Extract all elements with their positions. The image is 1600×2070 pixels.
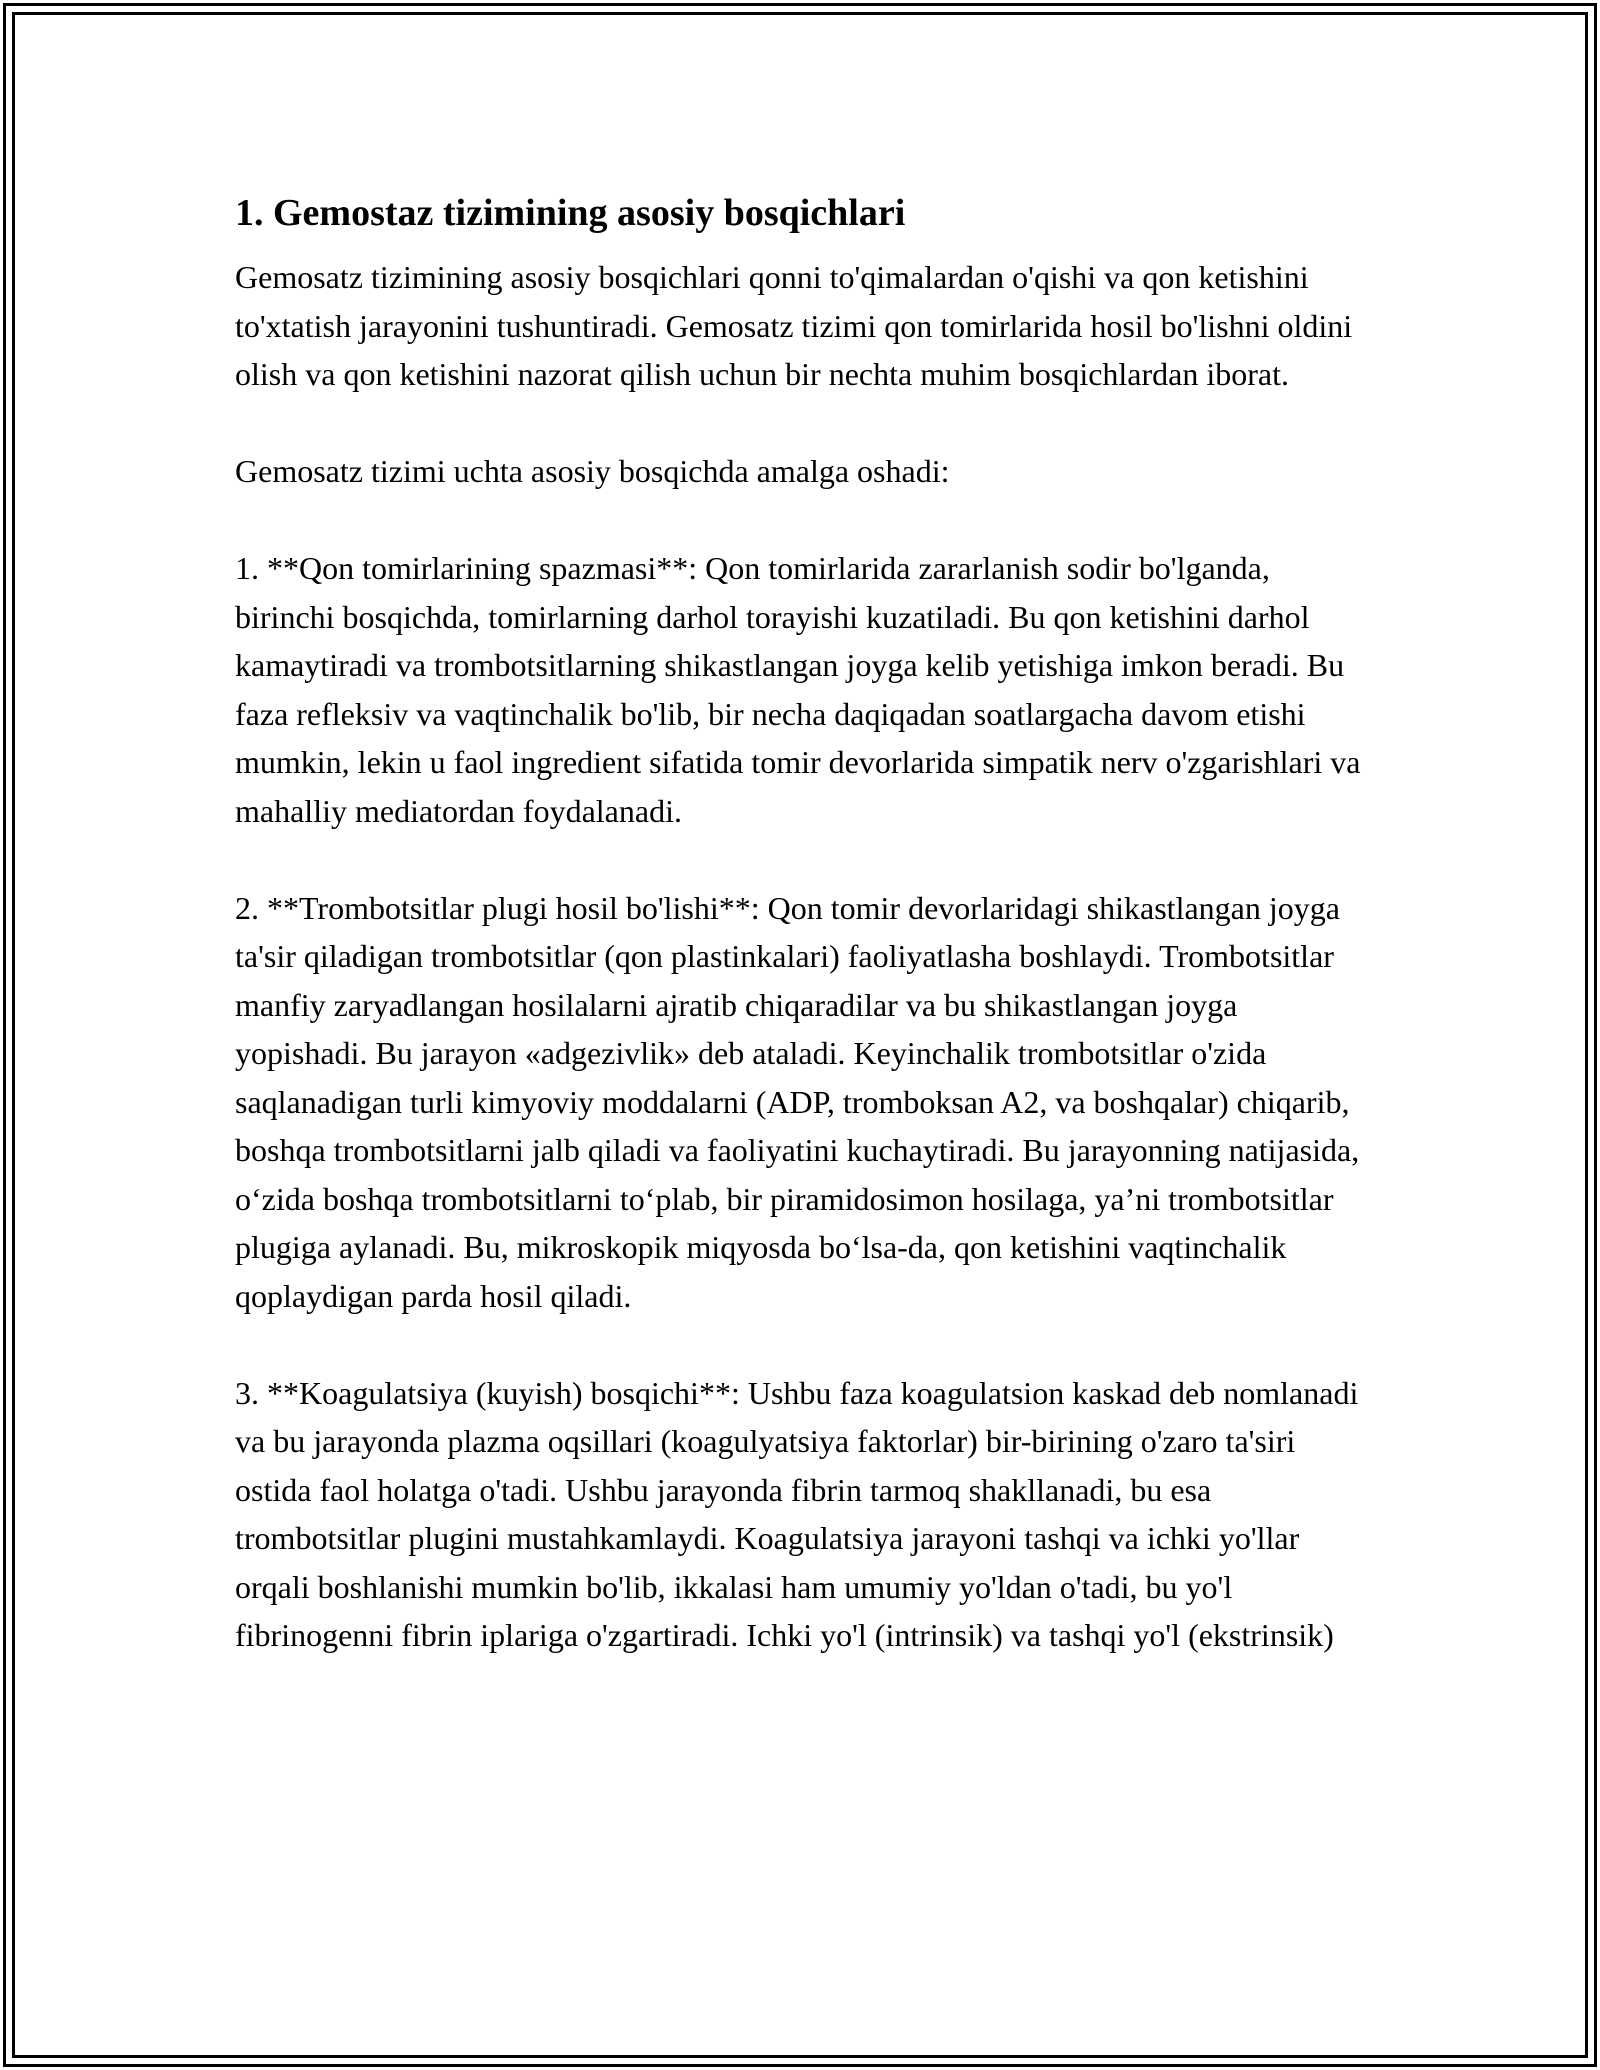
stage-2-paragraph: 2. **Trombotsitlar plugi hosil bo'lishi**: Qon tomir devorlaridagi shikastlangan joyga ta'sir qiladigan trombotsitlar (qon plastinkalari) faoliyatlasha boshlaydi. Trombotsitlar manfiy zaryadlangan hosilalarni ajratib chiqaradilar va bu shikastlangan joyga yopishadi. Bu jarayon «adgezivlik» deb ataladi. Keyinchalik trombotsitlar o'zida saqlanadigan turli kimyoviy moddalarni (ADP, tromboksan A2, va boshqalar) chiqarib, boshqa trombotsitlarni jalb qiladi va faoliyatini kuchaytiradi. Bu jarayonning natijasida, o‘zida boshqa trombotsitlarni to‘plab, bir piramidosimon hosilaga, ya’ni trombotsitlar plugiga aylanadi. Bu, mikroskopik miqyosda bo‘lsa-da, qon ketishini vaqtinchalik qoplaydigan parda hosil qiladi. [235, 889, 1360, 1314]
stages-intro-paragraph: Gemosatz tizimi uchta asosiy bosqichda amalga oshadi: [235, 453, 950, 489]
intro-paragraph: Gemosatz tizimining asosiy bosqichlari qonni to'qimalardan o'qishi va qon ketishini to'xtatish jarayonini tushuntiradi. Gemosatz tizimi qon tomirlarida hosil bo'lishni oldini olish va qon ketishini nazorat qilish uchun bir nechta muhim bosqichlardan iborat. [235, 259, 1353, 392]
document-body [235, 185, 1375, 1660]
stage-3-paragraph: 3. **Koagulatsiya (kuyish) bosqichi**: Ushbu faza koagulatsion kaskad deb nomlanadi va bu jarayonda plazma oqsillari (koagulyatsiya faktorlar) bir-birining o'zaro ta'siri ostida faol holatga o'tadi. Ushbu jarayonda fibrin tarmoq shakllanadi, bu esa trombotsitlar plugini mustahkamlaydi. Koagulatsiya jarayoni tashqi va ichki yo'llar orqali boshlanishi mumkin bo'lib, ikkalasi ham umumiy yo'ldan o'tadi, bu yo'l fibrinogenni fibrin iplariga o'zgartiradi. Ichki yo'l (intrinsik) va tashqi yo'l (ekstrinsik) [235, 1374, 1359, 1653]
section-heading: 1. Gemostaz tizimining asosiy bosqichlari [235, 192, 906, 234]
stage-1-paragraph: 1. **Qon tomirlarining spazmasi**: Qon tomirlarida zararlanish sodir bo'lganda, birinchi bosqichda, tomirlarning darhol torayishi kuzatiladi. Bu qon ketishini darhol kamaytiradi va trombotsitlarning shikastlangan joyga kelib yetishiga imkon beradi. Bu faza refleksiv va vaqtinchalik bo'lib, bir necha daqiqadan soatlargacha davom etishi mumkin, lekin u faol ingredient sifatida tomir devorlarida simpatik nerv o'zgarishlari va mahalliy mediatordan foydalanadi. [235, 550, 1361, 829]
